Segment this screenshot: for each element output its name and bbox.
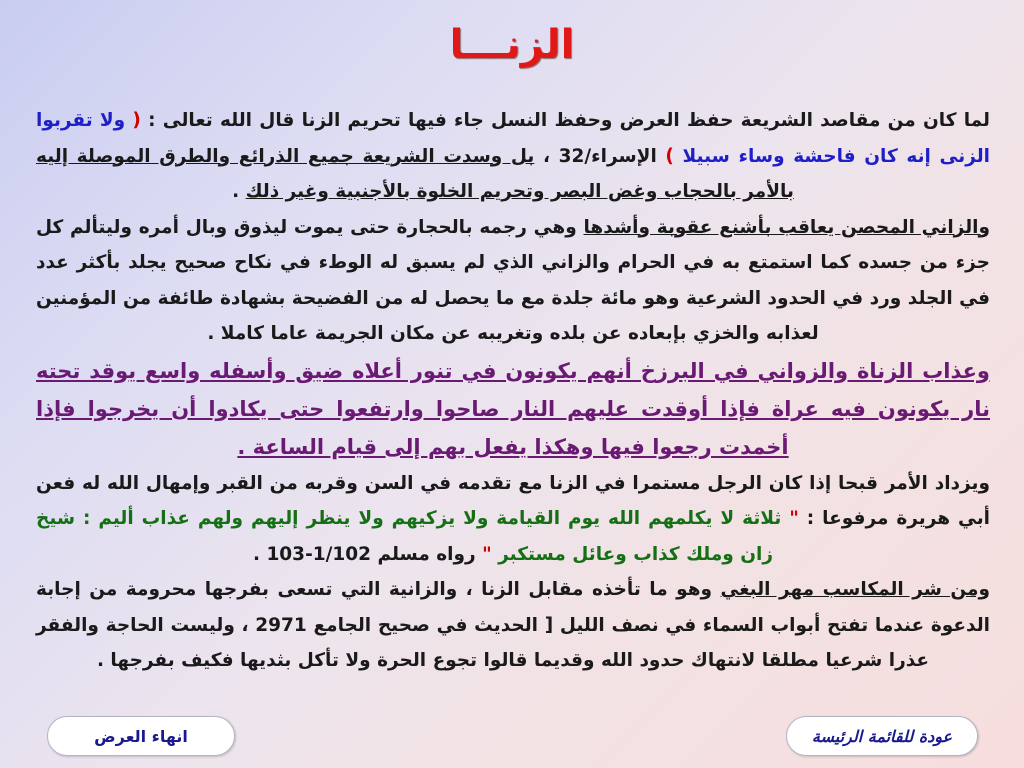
paragraph bbox=[36, 210, 990, 352]
verse-reference: الإسراء/32 ، bbox=[534, 145, 666, 167]
text-run: ويزداد الأمر قبحا إذا كان الرجل مستمرا في الزنا مع تقدمه في السن وقربه من القبر وإمهال الله له فعن أبي هريرة مرفوعا : bbox=[36, 472, 991, 529]
hadith-reference: رواه مسلم 1/102-103 . bbox=[252, 543, 483, 565]
text-run: وعذاب الزناة والزواني في البرزخ أنهم يكونون في تنور أعلاه ضيق وأسفله واسع يوقد تحته نار يكونون فيه عراة فإذا أوقدت عليهم النار صاحوا وارتفعوا حتى يكادوا أن يخرجوا فإذا أخمدت رجعوا فيها وهكذا يفعل بهم إلى قيام الساعة . bbox=[36, 358, 990, 459]
hadith-text: ثلاثة لا يكلمهم الله يوم القيامة ولا يزكيهم ولا ينظر إليهم ولهم عذاب أليم : شيخ زان وملك كذاب وعائل مستكبر bbox=[36, 508, 790, 565]
text-run-underlined: ومن شر المكاسب مهر البغي bbox=[720, 579, 990, 600]
quran-verse: ولا تقربوا الزنى إنه كان فاحشة وساء سبيلا bbox=[36, 110, 990, 167]
text-run: وهو ما تأخذه مقابل الزنا ، والزانية التي تسعى بفرجها محرومة من إجابة الدعوة عندما تفتح أبواب السماء في نصف الليل [ الحديث في صحيح الجامع 2971 ، وليست الحاجة والفقر عذرا شرعيا مطلقا لانتهاك حدود الله وقديما قالوا تجوع الحرة ولا تأكل بثديها فكيف بفرجها . bbox=[36, 579, 990, 671]
back-to-menu-button[interactable]: عودة للقائمة الرئيسة bbox=[786, 716, 978, 756]
quote-close: " bbox=[482, 543, 499, 565]
text-run-underlined: بل وسدت الشريعة جميع الذرائع والطرق الموصلة إليه بالأمر بالحجاب وغض البصر وتحريم الخلوة بالأجنبية وغير ذلك bbox=[36, 145, 794, 202]
paragraph bbox=[36, 572, 990, 679]
bracket-close: ) bbox=[665, 145, 683, 167]
text-run: . bbox=[232, 181, 246, 202]
slide-body bbox=[36, 103, 990, 679]
end-show-button[interactable]: انهاء العرض bbox=[47, 716, 235, 756]
slide-title: الزنـــا bbox=[449, 22, 575, 68]
text-run: وهي رجمه بالحجارة حتى يموت ليذوق وبال أمره وليتألم كل جزء من جسده كما استمتع به في الحرام والزاني الذي لم يسبق له الوطء في نكاح صحيح يجلد بأكثر عدد في الجلد ورد في الحدود الشرعية وهو مائة جلدة مع ما يحصل له من الفضيحة بشهادة طائفة من المؤمنين لعذابه والخزي بإبعاده عن بلده وتغريبه عن مكان الجريمة عاما كاملا . bbox=[36, 216, 990, 344]
bracket-open: ( bbox=[125, 110, 141, 131]
quote-open: " bbox=[789, 508, 799, 529]
emphasis-paragraph bbox=[36, 352, 990, 466]
paragraph bbox=[36, 466, 990, 573]
paragraph bbox=[36, 103, 990, 210]
text-run: لما كان من مقاصد الشريعة حفظ العرض وحفظ النسل جاء فيها تحريم الزنا قال الله تعالى : bbox=[140, 110, 991, 131]
text-run-underlined: والزاني المحصن يعاقب بأشنع عقوبة وأشدها bbox=[583, 216, 990, 238]
